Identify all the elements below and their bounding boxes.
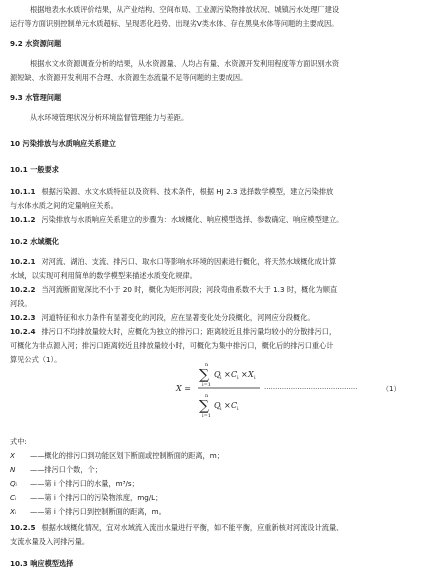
section-9-2-line-1: 根据水文水资源调查分析的结果，从水资源量、人均占有量、水资源开发利用程度等方面识别水资 — [30, 59, 340, 68]
clause-10-2-4-line-2: 可概化为非点源入河；排污口距离较近且排放量较小时，可概化为集中排污口，概化后的排污口重心计 — [10, 341, 334, 350]
denominator-q-sub: i — [220, 406, 222, 412]
clause-text: 排污口不均排放量较大时，应概化为独立的排污口；距离较近且排污量均较小的分散排污口， — [41, 327, 337, 336]
section-9-2-heading: 9.2 水资源问题 — [10, 39, 62, 48]
where-item-x — [10, 450, 412, 462]
numerator-sum-lower: i=1 — [202, 382, 211, 388]
numerator-q: Q — [214, 370, 221, 379]
clause-number: 10.1.2 — [10, 215, 36, 224]
denominator-c: C — [231, 401, 238, 410]
clause-text: 当河流断面宽深比不小于 20 时，概化为矩形河段；河段弯曲系数不大于 1.3 时，概化为顺直 — [41, 285, 338, 294]
variable-definition: ——第 i 个排污口的污染物浓度，mg/L； — [30, 493, 163, 502]
clause-number: 10.2.4 — [10, 327, 36, 336]
clause-10-2-2-line-2: 河段。 — [10, 299, 32, 308]
clause-text: 河道特征和水力条件有显著变化的河段，应在显著变化处分段概化，河网应分段概化。 — [41, 313, 315, 322]
variable-symbol: Qᵢ — [10, 479, 17, 488]
clause-text: 根据水域概化情况，宜对水域流入流出水量进行平衡，如不能平衡，应重新核对河流设计流量、 — [41, 523, 344, 532]
denominator-q: Q — [214, 401, 221, 410]
numerator-q-sub: i — [220, 375, 222, 381]
where-label: 式中: — [10, 437, 27, 446]
clause-10-2-1-line-1 — [10, 256, 412, 268]
clause-text: 对河流、湖泊、支流、排污口、取水口等影响水环境的因素进行概化，将天然水域概化成计算 — [41, 257, 337, 266]
clause-10-2-4-line-3: 算见公式（1）。 — [10, 355, 62, 364]
variable-symbol: Xᵢ — [10, 507, 17, 516]
section-9-2-line-2: 源短缺、水资源开发利用不合理、水资源生态流量不足等问题的主要成因。 — [10, 73, 248, 82]
clause-number: 10.2.3 — [10, 313, 36, 322]
denominator-sum-lower: i=1 — [202, 413, 211, 419]
clause-10-2-5-line-1 — [10, 522, 412, 534]
denominator-times: × — [224, 401, 231, 410]
where-item-c — [10, 492, 412, 504]
clause-number: 10.2.5 — [10, 523, 36, 532]
variable-definition: ——第 i 个排污口到控制断面的距离，m。 — [30, 507, 166, 516]
formula-equation-number: （1） — [382, 385, 401, 393]
clause-10-2-5-line-2: 支流水量及入河排污量。 — [10, 537, 90, 546]
section-9-3-heading: 9.3 水管理问题 — [10, 93, 62, 102]
variable-definition: ——第 i 个排污口的水量，m³/s； — [30, 479, 139, 488]
intro-line-1: 根据地表水水质评价结果，从产业结构、空间布局、工业源污染物排放状况、城镇污水处理厂建设 — [30, 5, 340, 14]
clause-number: 10.2.2 — [10, 285, 36, 294]
clause-10-2-3-line-1 — [10, 312, 412, 324]
clause-text: 污染排放与水质响应关系建立的步骤为：水域概化、响应模型选择、参数确定、响应模型建立。 — [41, 215, 344, 224]
numerator-times-2: × — [241, 370, 248, 379]
clause-10-1-1-line-2: 与水体水质之间的定量响应关系。 — [10, 201, 118, 210]
variable-definition: ——排污口个数，个； — [30, 465, 102, 474]
section-10-3-heading: 10.3 响应模型选择 — [10, 559, 74, 568]
clause-number: 10.1.1 — [10, 187, 36, 196]
numerator-x: X — [248, 370, 254, 379]
numerator-c-sub: i — [237, 375, 239, 381]
clause-10-1-2-line-1 — [10, 214, 412, 226]
section-10-heading: 10 污染排放与水质响应关系建立 — [10, 139, 116, 148]
numerator-sigma-icon: ∑ — [199, 367, 209, 383]
numerator-times-1: × — [224, 370, 231, 379]
formula-leader-dots: ·········································· — [264, 385, 358, 393]
where-item-n — [10, 464, 412, 476]
section-10-1-heading: 10.1 一般要求 — [10, 165, 59, 174]
variable-definition: ——概化的排污口到功能区划下断面或控制断面的距离，m； — [30, 451, 224, 460]
section-10-2-heading: 10.2 水域概化 — [10, 237, 59, 246]
clause-10-1-1-line-1 — [10, 186, 412, 198]
denominator-c-sub: i — [237, 406, 239, 412]
denominator-sigma-icon: ∑ — [199, 398, 209, 414]
formula-graphic — [176, 357, 416, 421]
clause-10-2-1-line-2: 水域，以实现可利用简单的数学模型来描述水质变化规律。 — [10, 271, 197, 280]
section-9-3-line-1: 从水环境管理状况分析环境监督管理能力与差距。 — [30, 113, 189, 122]
intro-line-2: 运行等方面识别控制单元水质超标、呈现恶化趋势、出现劣V类水体、存在黑臭水体等问题的主要成因。 — [10, 19, 339, 28]
clause-text: 根据污染源、水文水质特征以及资料、技术条件，根据 HJ 2.3 选择数学模型，建立污染排放 — [41, 187, 334, 196]
where-item-q — [10, 478, 412, 490]
numerator-sum-upper: n — [205, 362, 209, 368]
variable-symbol: Cᵢ — [10, 493, 17, 502]
clause-number: 10.2.1 — [10, 257, 36, 266]
numerator-x-sub: i — [254, 375, 256, 381]
variable-symbol: X — [10, 451, 15, 460]
numerator-c: C — [231, 370, 238, 379]
formula-1 — [176, 357, 416, 421]
clause-10-2-4-line-1 — [10, 326, 412, 338]
clause-10-2-2-line-1 — [10, 284, 412, 296]
formula-lhs: X = — [176, 384, 191, 393]
where-item-xi — [10, 506, 412, 518]
variable-symbol: N — [10, 465, 16, 474]
denominator-sum-upper: n — [205, 393, 209, 399]
